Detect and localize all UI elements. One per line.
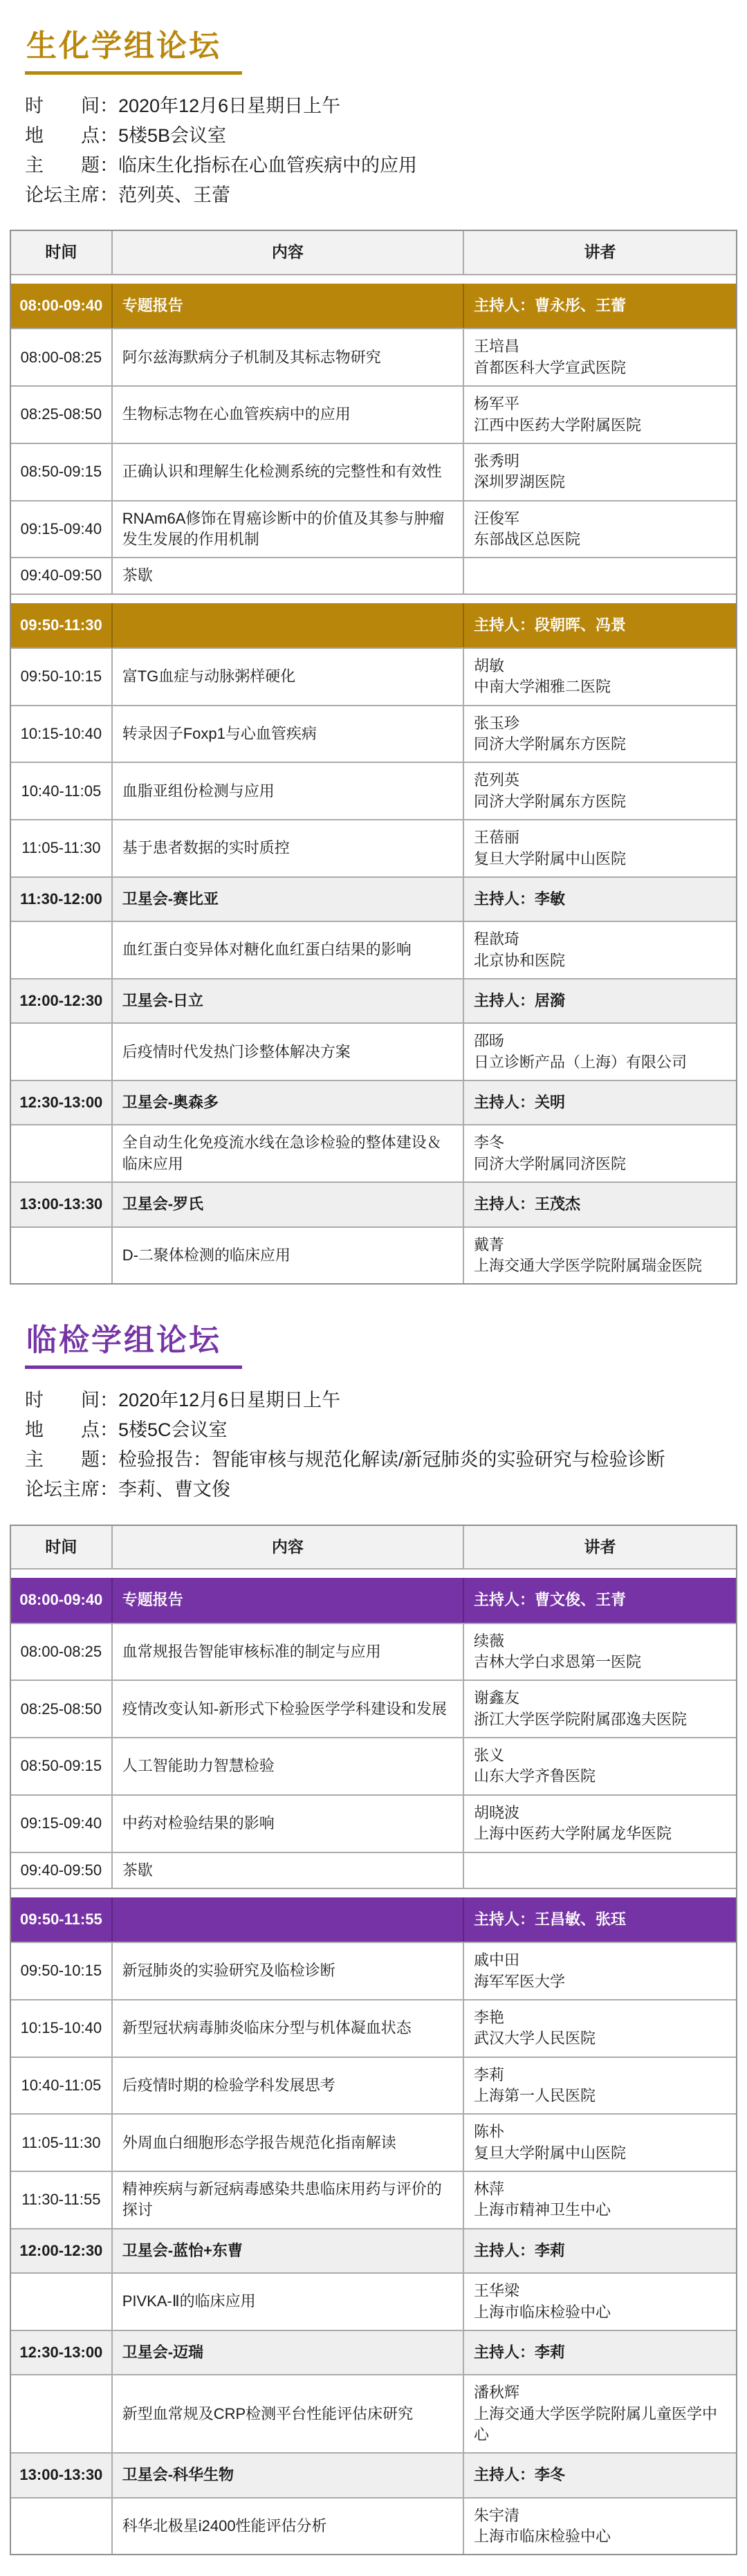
table-row — [11, 1943, 736, 2000]
content-cell: 正确认识和理解生化检测系统的完整性和有效性 — [113, 444, 464, 500]
speaker-org: 上海交通大学医学院附属儿童医学中心 — [473, 2404, 717, 2443]
speaker-cell — [464, 329, 736, 385]
content-cell: 血常规报告智能审核标准的制定与应用 — [113, 1624, 464, 1680]
info-value: 2020年12月6日星期日上午 — [118, 95, 341, 116]
column-header-content: 内容 — [113, 1526, 464, 1569]
time-cell: 08:00-09:40 — [11, 284, 113, 328]
content-cell: 外周血白细胞形态学报告规范化指南解读 — [113, 2115, 464, 2171]
speaker-name: 胡晓波 — [473, 1803, 519, 1821]
time-cell — [11, 1024, 113, 1080]
speaker-org: 日立诊断产品（上海）有限公司 — [473, 1053, 687, 1071]
content-cell: 全自动生化免疫流水线在急诊检验的整体建设＆临床应用 — [113, 1125, 464, 1181]
speaker-org: 复旦大学附属中山医院 — [473, 849, 626, 867]
content-cell: 卫星会-赛比亚 — [113, 878, 464, 921]
info-line — [25, 181, 722, 210]
speaker-cell: 主持人：李莉 — [473, 2241, 565, 2259]
table-row — [11, 1081, 736, 1125]
content-cell: 疫情改变认知-新形式下检验医学学科建设和发展 — [113, 1681, 464, 1737]
speaker-cell — [464, 2000, 736, 2057]
speaker-org: 同济大学附属东方医院 — [473, 792, 626, 810]
content-cell: 卫星会-奥森多 — [113, 1081, 464, 1124]
time-cell: 09:50-11:30 — [11, 603, 113, 647]
info-value: 5楼5B会议室 — [118, 125, 227, 146]
info-label: 论坛主席： — [25, 185, 118, 206]
time-cell: 08:50-09:15 — [11, 444, 113, 500]
info-value: 检验报告：智能审核与规范化解读/新冠肺炎的实验研究与检验诊断 — [118, 1449, 665, 1471]
section-clinical-forum — [0, 1285, 747, 2555]
info-line — [25, 151, 722, 181]
speaker-name: 王华梁 — [473, 2282, 519, 2300]
content-cell — [113, 1897, 464, 1942]
speaker-org: 吉林大学白求恩第一医院 — [473, 1653, 641, 1671]
content-cell: 专题报告 — [113, 284, 464, 328]
speaker-org: 浙江大学医学院附属邵逸夫医院 — [473, 1710, 687, 1728]
content-cell: 卫星会-日立 — [113, 979, 464, 1022]
content-cell: 新型血常规及CRP检测平台性能评估床研究 — [113, 2375, 464, 2452]
speaker-name: 汪俊军 — [473, 509, 519, 527]
table-row — [11, 878, 736, 922]
content-cell: D-二聚体检测的临床应用 — [113, 1228, 464, 1284]
table-row — [11, 2172, 736, 2229]
table-row — [11, 1183, 736, 1227]
time-cell: 08:25-08:50 — [11, 387, 113, 443]
speaker-name: 杨军平 — [473, 395, 519, 413]
time-cell: 12:00-12:30 — [11, 979, 113, 1022]
speaker-cell — [464, 1024, 736, 1080]
column-header-speaker: 讲者 — [584, 1537, 616, 1556]
speaker-org: 上海中医药大学附属龙华医院 — [473, 1825, 672, 1843]
table-row — [11, 706, 736, 764]
table-row — [11, 387, 736, 444]
content-cell: 中药对检验结果的影响 — [113, 1796, 464, 1852]
speaker-org: 深圳罗湖医院 — [473, 473, 565, 491]
content-cell: PIVKA-Ⅱ的临床应用 — [113, 2274, 464, 2330]
info-line — [25, 1475, 722, 1505]
table-row — [11, 329, 736, 387]
content-cell: 精神疾病与新冠病毒感染共患临床用药与评价的探讨 — [113, 2172, 464, 2228]
table-row — [11, 1853, 736, 1889]
speaker-cell — [464, 502, 736, 558]
schedule-table — [10, 1525, 737, 2556]
speaker-cell — [464, 2274, 736, 2330]
speaker-cell — [464, 820, 736, 876]
speaker-name: 李艳 — [473, 2008, 504, 2026]
info-line — [25, 1445, 722, 1475]
table-row — [11, 558, 736, 594]
table-row — [11, 2375, 736, 2454]
speaker-org: 北京协和医院 — [473, 951, 565, 969]
speaker-name: 邵旸 — [473, 1032, 504, 1050]
time-cell: 09:40-09:50 — [11, 1853, 113, 1888]
speaker-name: 李莉 — [473, 2066, 504, 2083]
time-cell: 08:00-09:40 — [11, 1578, 113, 1622]
speaker-cell — [464, 1125, 736, 1181]
content-cell: 转录因子Foxp1与心血管疾病 — [113, 706, 464, 762]
speaker-cell — [464, 649, 736, 705]
speaker-name: 胡敏 — [473, 657, 504, 675]
section-title: 生化学组论坛 — [25, 29, 242, 75]
speaker-cell — [464, 1853, 736, 1888]
speaker-org: 山东大学齐鲁医院 — [473, 1767, 596, 1785]
time-cell: 09:15-09:40 — [11, 1796, 113, 1852]
info-line — [25, 91, 722, 121]
time-cell: 12:30-13:00 — [11, 2331, 113, 2374]
column-header-time: 时间 — [11, 231, 113, 274]
speaker-org: 中南大学湘雅二医院 — [473, 678, 611, 696]
content-cell: 后疫情时期的检验学科发展思考 — [113, 2058, 464, 2114]
time-cell: 09:50-11:55 — [11, 1897, 113, 1942]
speaker-org: 东部战区总医院 — [473, 530, 580, 548]
info-value: 李莉、曹文俊 — [118, 1479, 230, 1500]
content-cell: RNAm6A修饰在胃癌诊断中的价值及其参与肿瘤发生发展的作用机制 — [113, 502, 464, 558]
table-row — [11, 763, 736, 820]
speaker-name: 张义 — [473, 1747, 504, 1765]
speaker-cell: 主持人：李冬 — [473, 2466, 565, 2484]
section-info — [25, 1386, 722, 1505]
speaker-cell — [464, 2499, 736, 2555]
speaker-cell — [464, 1738, 736, 1794]
speaker-org: 上海市临床检验中心 — [473, 2528, 611, 2546]
time-cell: 10:40-11:05 — [11, 2058, 113, 2114]
speaker-name: 谢鑫友 — [473, 1689, 519, 1707]
speaker-name: 张玉珍 — [473, 714, 519, 732]
speaker-org: 海军军医大学 — [473, 1972, 565, 1990]
speaker-cell — [464, 1228, 736, 1284]
table-header-row — [11, 231, 736, 275]
table-row — [11, 1125, 736, 1183]
speaker-name: 戚中田 — [473, 1951, 519, 1969]
time-cell: 11:30-12:00 — [11, 878, 113, 921]
speaker-cell — [464, 387, 736, 443]
content-cell: 血脂亚组份检测与应用 — [113, 763, 464, 819]
time-cell: 08:25-08:50 — [11, 1681, 113, 1737]
speaker-org: 上海第一人民医院 — [473, 2087, 596, 2105]
table-row — [11, 1578, 736, 1623]
content-cell: 茶歇 — [113, 1853, 464, 1888]
time-cell: 10:15-10:40 — [11, 706, 113, 762]
time-cell: 10:15-10:40 — [11, 2000, 113, 2057]
content-cell: 生物标志物在心血管疾病中的应用 — [113, 387, 464, 443]
time-cell: 08:00-08:25 — [11, 1624, 113, 1680]
speaker-cell — [464, 706, 736, 762]
speaker-name: 潘秋辉 — [473, 2384, 519, 2402]
speaker-cell: 主持人：关明 — [473, 1094, 565, 1112]
content-cell: 后疫情时代发热门诊整体解决方案 — [113, 1024, 464, 1080]
speaker-cell: 主持人：曹文俊、王青 — [473, 1591, 626, 1609]
table-row — [11, 2000, 736, 2058]
table-row — [11, 2115, 736, 2172]
speaker-cell — [464, 922, 736, 978]
info-label: 论坛主席： — [25, 1479, 118, 1500]
speaker-org: 上海市临床检验中心 — [473, 2303, 611, 2321]
speaker-cell — [464, 2115, 736, 2171]
speaker-name: 陈朴 — [473, 2123, 504, 2141]
section-info — [25, 91, 722, 211]
content-cell: 富TG血症与动脉粥样硬化 — [113, 649, 464, 705]
speaker-cell — [464, 444, 736, 500]
time-cell — [11, 1228, 113, 1284]
time-cell: 12:30-13:00 — [11, 1081, 113, 1124]
table-row — [11, 2229, 736, 2274]
speaker-org: 上海市精神卫生中心 — [473, 2201, 611, 2219]
speaker-cell — [464, 763, 736, 819]
content-cell: 科华北极星i2400性能评估分析 — [113, 2499, 464, 2555]
info-value: 临床生化指标在心血管疾病中的应用 — [118, 154, 417, 176]
speaker-name: 王蓓丽 — [473, 829, 519, 847]
speaker-cell: 主持人：王茂杰 — [473, 1195, 580, 1213]
info-line — [25, 121, 722, 151]
speaker-cell — [464, 2375, 736, 2452]
info-label: 主 题： — [25, 154, 118, 176]
time-cell: 09:50-10:15 — [11, 1943, 113, 1999]
info-line — [25, 1415, 722, 1445]
speaker-cell — [464, 1681, 736, 1737]
time-cell — [11, 2274, 113, 2330]
table-row — [11, 649, 736, 706]
info-label: 主 题： — [25, 1449, 118, 1471]
time-cell — [11, 2375, 113, 2452]
speaker-cell: 主持人：段朝晖、冯景 — [473, 616, 626, 634]
content-cell: 新型冠状病毒肺炎临床分型与机体凝血状态 — [113, 2000, 464, 2057]
speaker-name: 范列英 — [473, 771, 519, 789]
speaker-name: 李冬 — [473, 1134, 504, 1152]
speaker-cell — [464, 1796, 736, 1852]
content-cell: 卫星会-迈瑞 — [113, 2331, 464, 2374]
speaker-cell — [464, 1624, 736, 1680]
speaker-name: 程歆琦 — [473, 930, 519, 948]
table-row — [11, 922, 736, 979]
info-value: 2020年12月6日星期日上午 — [118, 1389, 341, 1410]
speaker-name: 朱宇清 — [473, 2506, 519, 2524]
time-cell: 11:05-11:30 — [11, 820, 113, 876]
info-label: 时 间： — [25, 95, 118, 116]
table-row — [11, 2058, 736, 2115]
time-cell: 13:00-13:30 — [11, 1183, 113, 1226]
time-cell: 10:40-11:05 — [11, 763, 113, 819]
info-value: 5楼5C会议室 — [118, 1419, 228, 1440]
speaker-org: 同济大学附属东方医院 — [473, 735, 626, 753]
info-label: 时 间： — [25, 1389, 118, 1410]
table-row — [11, 1738, 736, 1796]
time-cell: 09:15-09:40 — [11, 502, 113, 558]
content-cell: 血红蛋白变异体对糖化血红蛋白结果的影响 — [113, 922, 464, 978]
speaker-cell — [464, 558, 736, 593]
speaker-org: 上海交通大学医学院附属瑞金医院 — [473, 1256, 702, 1274]
content-cell: 人工智能助力智慧检验 — [113, 1738, 464, 1794]
table-row — [11, 1796, 736, 1853]
table-row — [11, 284, 736, 329]
table-row — [11, 2274, 736, 2331]
speaker-name: 续薇 — [473, 1632, 504, 1650]
info-value: 范列英、王蕾 — [118, 185, 230, 206]
table-row — [11, 603, 736, 649]
time-cell — [11, 922, 113, 978]
speaker-org: 复旦大学附属中山医院 — [473, 2144, 626, 2162]
section-biochem-forum — [0, 4, 747, 1285]
section-title: 临检学组论坛 — [25, 1323, 242, 1369]
table-header-row — [11, 1526, 736, 1570]
speaker-org: 首都医科大学宣武医院 — [473, 358, 626, 376]
content-cell: 卫星会-蓝怡+东曹 — [113, 2229, 464, 2272]
time-cell: 08:00-08:25 — [11, 329, 113, 385]
time-cell — [11, 1125, 113, 1181]
table-row — [11, 1228, 736, 1284]
table-row — [11, 2499, 736, 2555]
content-cell — [113, 603, 464, 647]
table-row — [11, 1024, 736, 1081]
table-row — [11, 502, 736, 559]
content-cell: 专题报告 — [113, 1578, 464, 1622]
table-row — [11, 2331, 736, 2375]
speaker-cell — [464, 2058, 736, 2114]
table-row — [11, 1624, 736, 1682]
column-header-speaker: 讲者 — [584, 243, 616, 261]
time-cell: 08:50-09:15 — [11, 1738, 113, 1794]
table-row — [11, 979, 736, 1024]
time-cell: 09:50-10:15 — [11, 649, 113, 705]
content-cell: 茶歇 — [113, 558, 464, 593]
speaker-cell: 主持人：李莉 — [473, 2343, 565, 2361]
time-cell: 11:05-11:30 — [11, 2115, 113, 2171]
speaker-name: 张秀明 — [473, 452, 519, 470]
info-label: 地 点： — [25, 1419, 118, 1440]
speaker-org: 江西中医药大学附属医院 — [473, 416, 641, 434]
speaker-name: 林萍 — [473, 2180, 504, 2198]
speaker-name: 戴菁 — [473, 1235, 504, 1253]
speaker-org: 武汉大学人民医院 — [473, 2030, 596, 2048]
content-cell: 基于患者数据的实时质控 — [113, 820, 464, 876]
time-cell: 12:00-12:30 — [11, 2229, 113, 2272]
table-row — [11, 444, 736, 502]
column-header-content: 内容 — [113, 231, 464, 274]
column-header-time: 时间 — [11, 1526, 113, 1569]
table-row — [11, 2454, 736, 2498]
speaker-cell: 主持人：王昌敏、张珏 — [473, 1910, 626, 1928]
time-cell: 13:00-13:30 — [11, 2454, 113, 2496]
content-cell: 卫星会-科华生物 — [113, 2454, 464, 2496]
schedule-table — [10, 230, 737, 1285]
speaker-org: 同济大学附属同济医院 — [473, 1154, 626, 1172]
time-cell: 09:40-09:50 — [11, 558, 113, 593]
speaker-cell: 主持人：居漪 — [473, 991, 565, 1009]
speaker-cell: 主持人：曹永彤、王蕾 — [473, 297, 626, 315]
info-line — [25, 1386, 722, 1415]
table-row — [11, 820, 736, 878]
content-cell: 阿尔兹海默病分子机制及其标志物研究 — [113, 329, 464, 385]
speaker-cell: 主持人：李敏 — [473, 890, 565, 908]
speaker-cell — [464, 2172, 736, 2228]
table-row — [11, 1897, 736, 1943]
info-label: 地 点： — [25, 125, 118, 146]
content-cell: 卫星会-罗氏 — [113, 1183, 464, 1226]
time-cell: 11:30-11:55 — [11, 2172, 113, 2228]
speaker-name: 王培昌 — [473, 338, 519, 356]
speaker-cell — [464, 1943, 736, 1999]
time-cell — [11, 2499, 113, 2555]
table-row — [11, 1681, 736, 1738]
content-cell: 新冠肺炎的实验研究及临检诊断 — [113, 1943, 464, 1999]
